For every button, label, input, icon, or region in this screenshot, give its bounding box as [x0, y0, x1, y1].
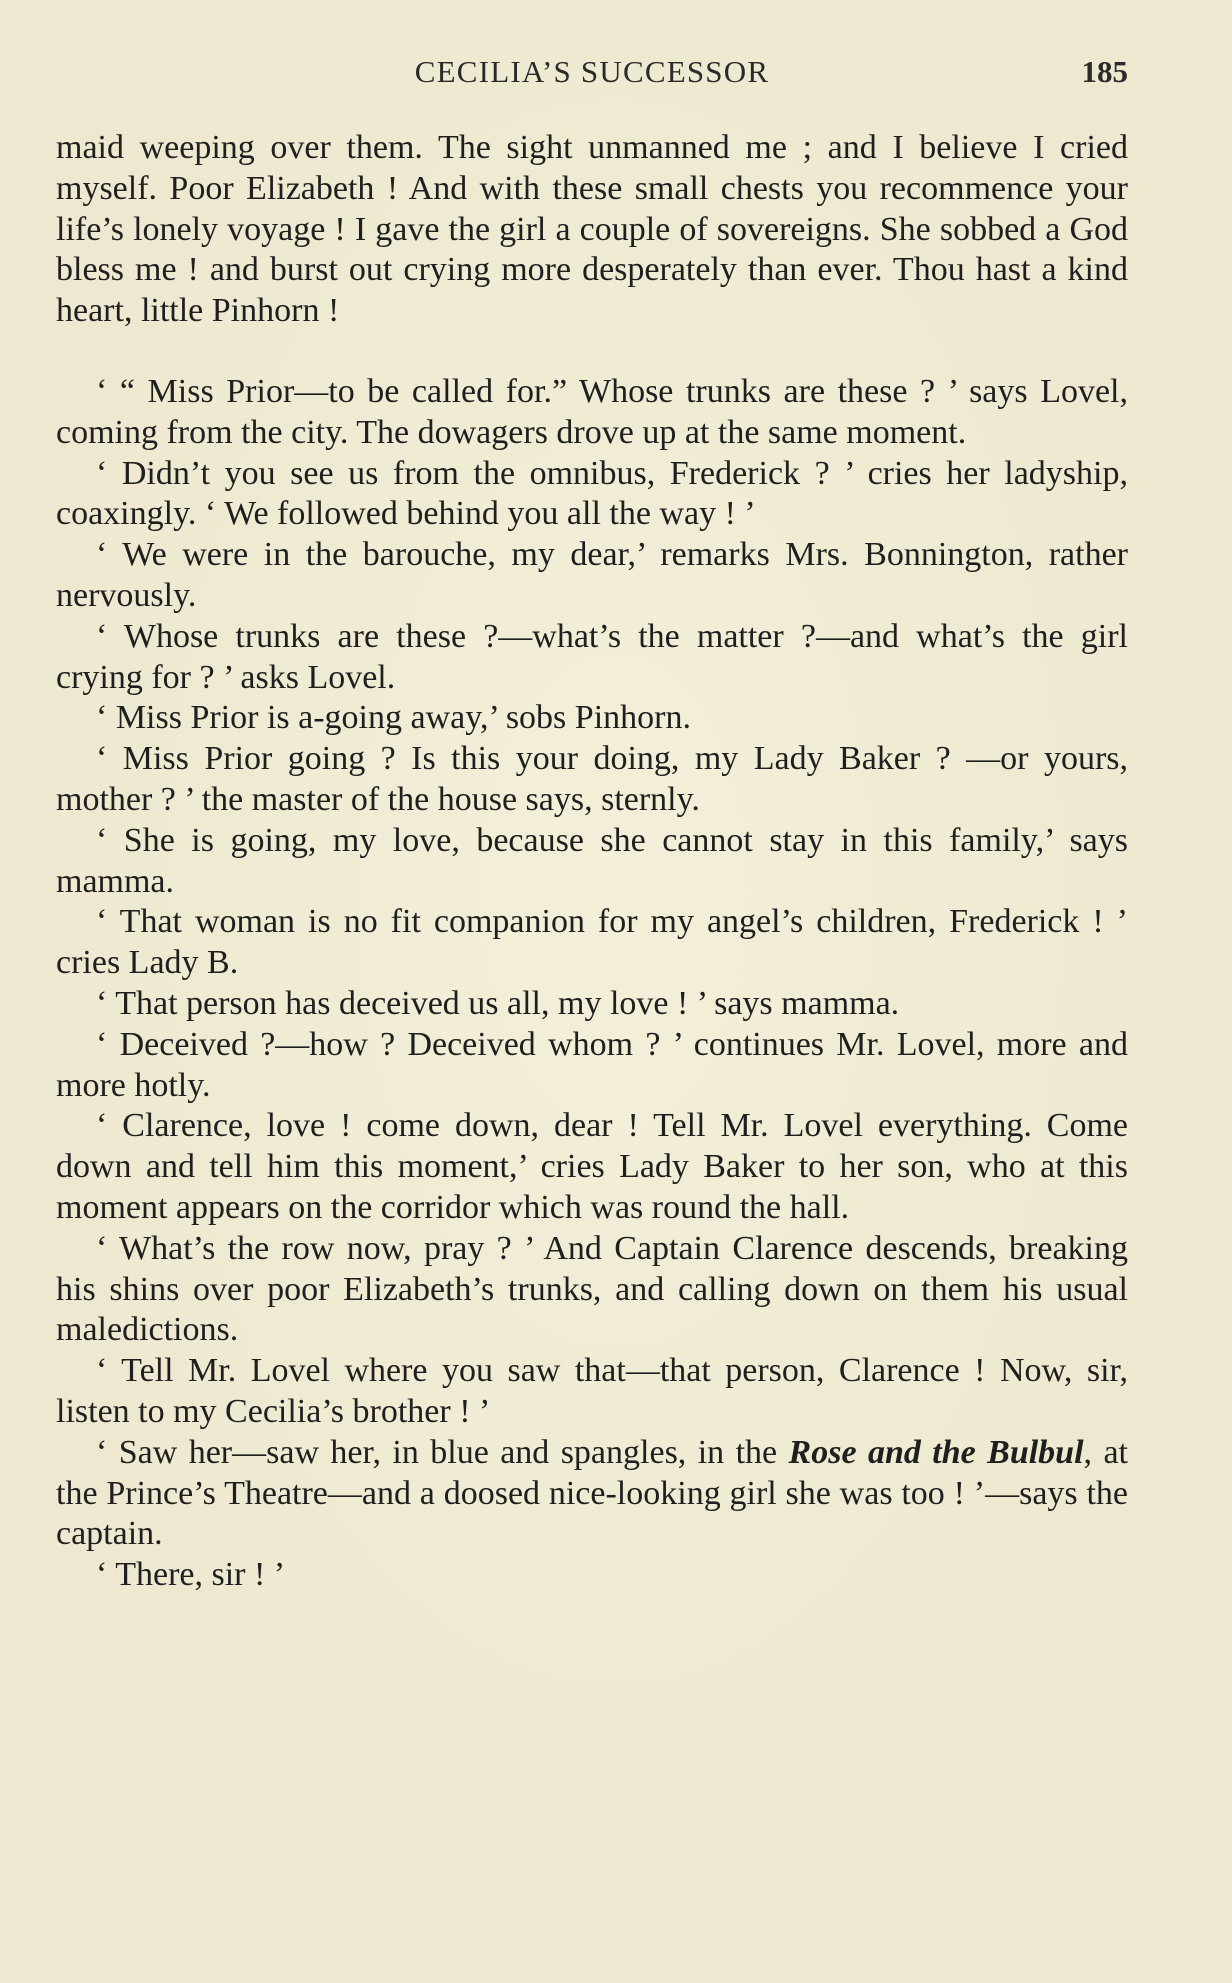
page-header [56, 50, 1128, 100]
text-run: ‘ Saw her—saw her, in blue and spangles, in the [96, 1433, 789, 1471]
running-title: CECILIA’S SUCCESSOR [414, 54, 770, 89]
paragraph: ‘ We were in the barouche, my dear,’ remarks Mrs. Bonnington, rather nervously. [56, 536, 1128, 614]
paragraph: ‘ Whose trunks are these ?—what’s the matter ?—and what’s the girl crying for ? ’ asks Lovel. [56, 617, 1128, 696]
page-number: 185 [1081, 54, 1128, 89]
paragraph: ‘ Clarence, love ! come down, dear ! Tell Mr. Lovel everything. Come down and tell him this moment,’ cries Lady Baker to her son, who at this moment appears on the corridor which was round the hall. [56, 1107, 1128, 1226]
paragraph: ‘ What’s the row now, pray ? ’ And Captain Clarence descends, breaking his shins over poor Elizabeth’s trunks, and calling down on them his usual maledictions. [56, 1229, 1128, 1349]
paragraph [56, 1433, 1128, 1555]
paragraph: ‘ Tell Mr. Lovel where you saw that—that person, Clarence ! Now, sir, listen to my Cecilia’s brother ! ’ [56, 1352, 1128, 1430]
paragraph: ‘ She is going, my love, because she cannot stay in this family,’ says mamma. [56, 821, 1128, 900]
body-text [56, 128, 1128, 1596]
paragraph: ‘ Didn’t you see us from the omnibus, Frederick ? ’ cries her ladyship, coaxingly. ‘ We followed behind you all the way ! ’ [56, 454, 1128, 533]
paragraph: ‘ That person has deceived us all, my love ! ’ says mamma. [96, 984, 900, 1022]
text-run: , at the Prince’s Theatre—and a doosed nice-looking girl she was too ! ’—says the captain. [56, 1433, 1128, 1553]
paragraph: ‘ Deceived ?—how ? Deceived whom ? ’ continues Mr. Lovel, more and more hotly. [56, 1025, 1128, 1104]
paragraph: ‘ That woman is no fit companion for my angel’s children, Frederick ! ’ cries Lady B. [56, 903, 1128, 982]
play-title: Rose and the Bulbul [788, 1433, 1084, 1471]
paragraph: ‘ “ Miss Prior—to be called for.” Whose trunks are these ? ’ says Lovel, coming from the city. The dowagers drove up at the same moment. [56, 372, 1128, 451]
paragraph: maid weeping over them. The sight unmanned me ; and I believe I cried myself. Poor Elizabeth ! And with these small chests you recommence your life’s lonely voyage ! I gave the girl a couple of sovereigns. She sobbed a God bless me ! and burst out crying more desperately than ever. Thou hast a kind heart, little Pinhorn ! [56, 129, 1128, 330]
paragraph: ‘ Miss Prior going ? Is this your doing, my Lady Baker ? —or yours, mother ? ’ the master of the house says, sternly. [56, 740, 1128, 818]
paragraph: ‘ There, sir ! ’ [96, 1556, 286, 1594]
paragraph: ‘ Miss Prior is a-going away,’ sobs Pinhorn. [96, 699, 691, 737]
